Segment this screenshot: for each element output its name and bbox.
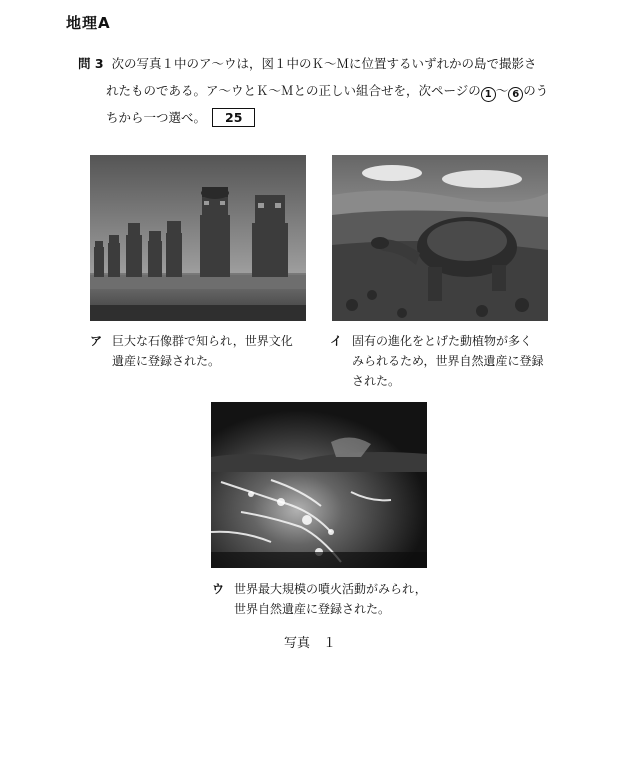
answer-number-box: 25 [212,108,255,127]
photo-i-tortoise [332,155,548,321]
tilde: 〜 [495,83,509,98]
question-text-2: れたものである。ア〜ウとＫ〜Ｍとの正しい組合せを，次ページの [106,83,481,98]
question-label: 問 3 [78,56,104,71]
caption-u-line1: 世界最大規模の噴火活動がみられ， [234,582,427,596]
caption-u-marker: ウ [212,582,225,596]
option-first-circled: 1 [481,87,496,102]
volcano-image [211,402,427,568]
question-text-1: 次の写真１中のア〜ウは，図１中のＫ〜Ｍに位置するいずれかの島で撮影さ [111,56,537,71]
caption-a [90,331,316,371]
caption-u-line2: 世界自然遺産に登録された。 [234,602,391,616]
caption-i-line3: された。 [352,374,401,388]
photo-u-volcano [211,402,427,568]
subject-title: 地理A [66,14,111,32]
caption-i [330,331,570,391]
tortoise-image [332,155,548,321]
figure-label: 写真 １ [283,636,336,651]
question-text-2b: のう [523,83,549,98]
question-line-2 [78,77,568,104]
photo-a-moai [90,155,306,321]
caption-u [212,579,462,619]
caption-a-line2: 遺産に登録された。 [112,354,221,368]
caption-i-line2: みられるため，世界自然遺産に登録 [352,354,544,368]
caption-i-marker: イ [330,334,343,348]
caption-i-line1: 固有の進化をとげた動植物が多く [352,334,533,348]
caption-a-line1: 巨大な石像群で知られ，世界文化 [112,334,293,348]
question-line-1 [78,50,568,77]
question-line-3 [78,104,568,131]
question-text-3: ちから一つ選べ。 [106,110,207,125]
moai-image [90,155,306,321]
question-block [78,50,568,131]
caption-a-marker: ア [90,334,103,348]
option-last-circled: 6 [508,87,523,102]
